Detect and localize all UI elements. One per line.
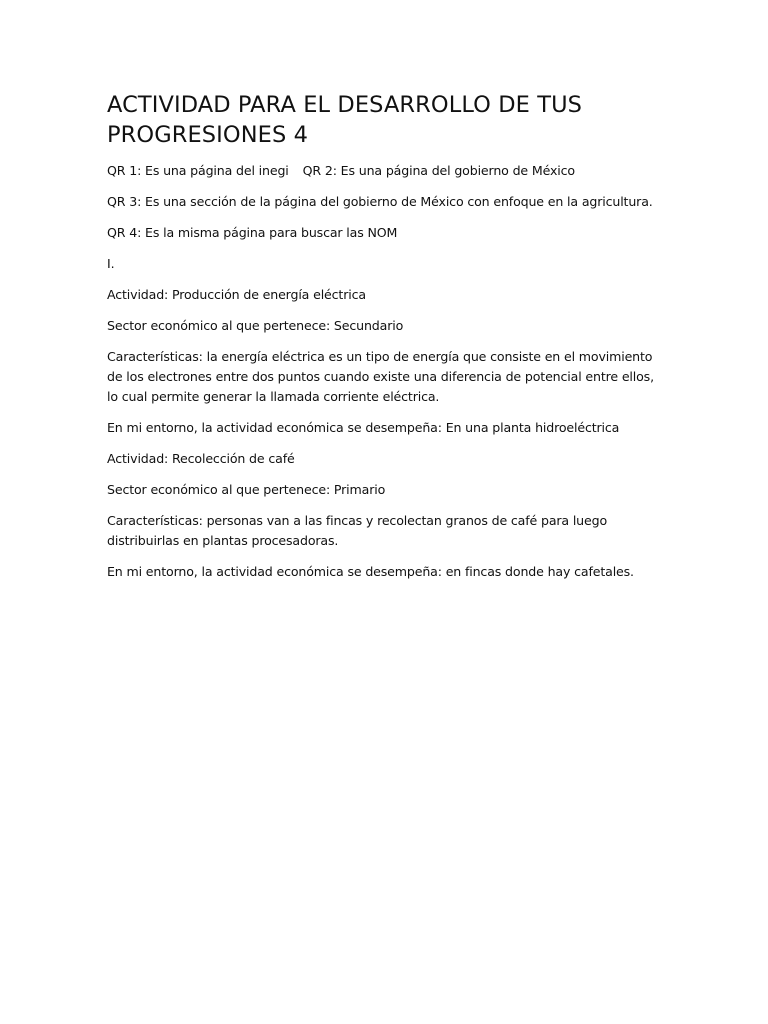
qr-line-1-2 <box>107 161 667 181</box>
activity1-characteristics: Características: la energía eléctrica es un tipo de energía que consiste en el movimiento de los electrones entre dos puntos cuando existe una diferencia de potencial entre ellos, lo cual permite generar la llamada corriente eléctrica. <box>107 349 654 404</box>
activity2-sector: Sector económico al que pertenece: Primario <box>107 482 386 497</box>
activity2-environment: En mi entorno, la actividad económica se desempeña: en fincas donde hay cafetales. <box>107 564 634 579</box>
activity2-characteristics: Características: personas van a las fincas y recolectan granos de café para luego distribuirlas en plantas procesadoras. <box>107 513 608 548</box>
document-title: ACTIVIDAD PARA EL DESARROLLO DE TUS PROGRESIONES 4 <box>107 92 583 148</box>
document-page <box>107 90 667 593</box>
activity1-sector: Sector económico al que pertenece: Secundario <box>107 318 404 333</box>
section-marker: I. <box>107 256 115 271</box>
qr3-text: QR 3: Es una sección de la página del gobierno de México con enfoque en la agricultura. <box>107 194 653 209</box>
qr4-text: QR 4: Es la misma página para buscar las NOM <box>107 225 398 240</box>
qr1-text: QR 1: Es una página del inegi <box>107 163 289 178</box>
activity2-name: Actividad: Recolección de café <box>107 451 295 466</box>
qr2-text: QR 2: Es una página del gobierno de México <box>302 163 575 178</box>
activity1-environment: En mi entorno, la actividad económica se desempeña: En una planta hidroeléctrica <box>107 420 620 435</box>
activity1-name: Actividad: Producción de energía eléctrica <box>107 287 366 302</box>
